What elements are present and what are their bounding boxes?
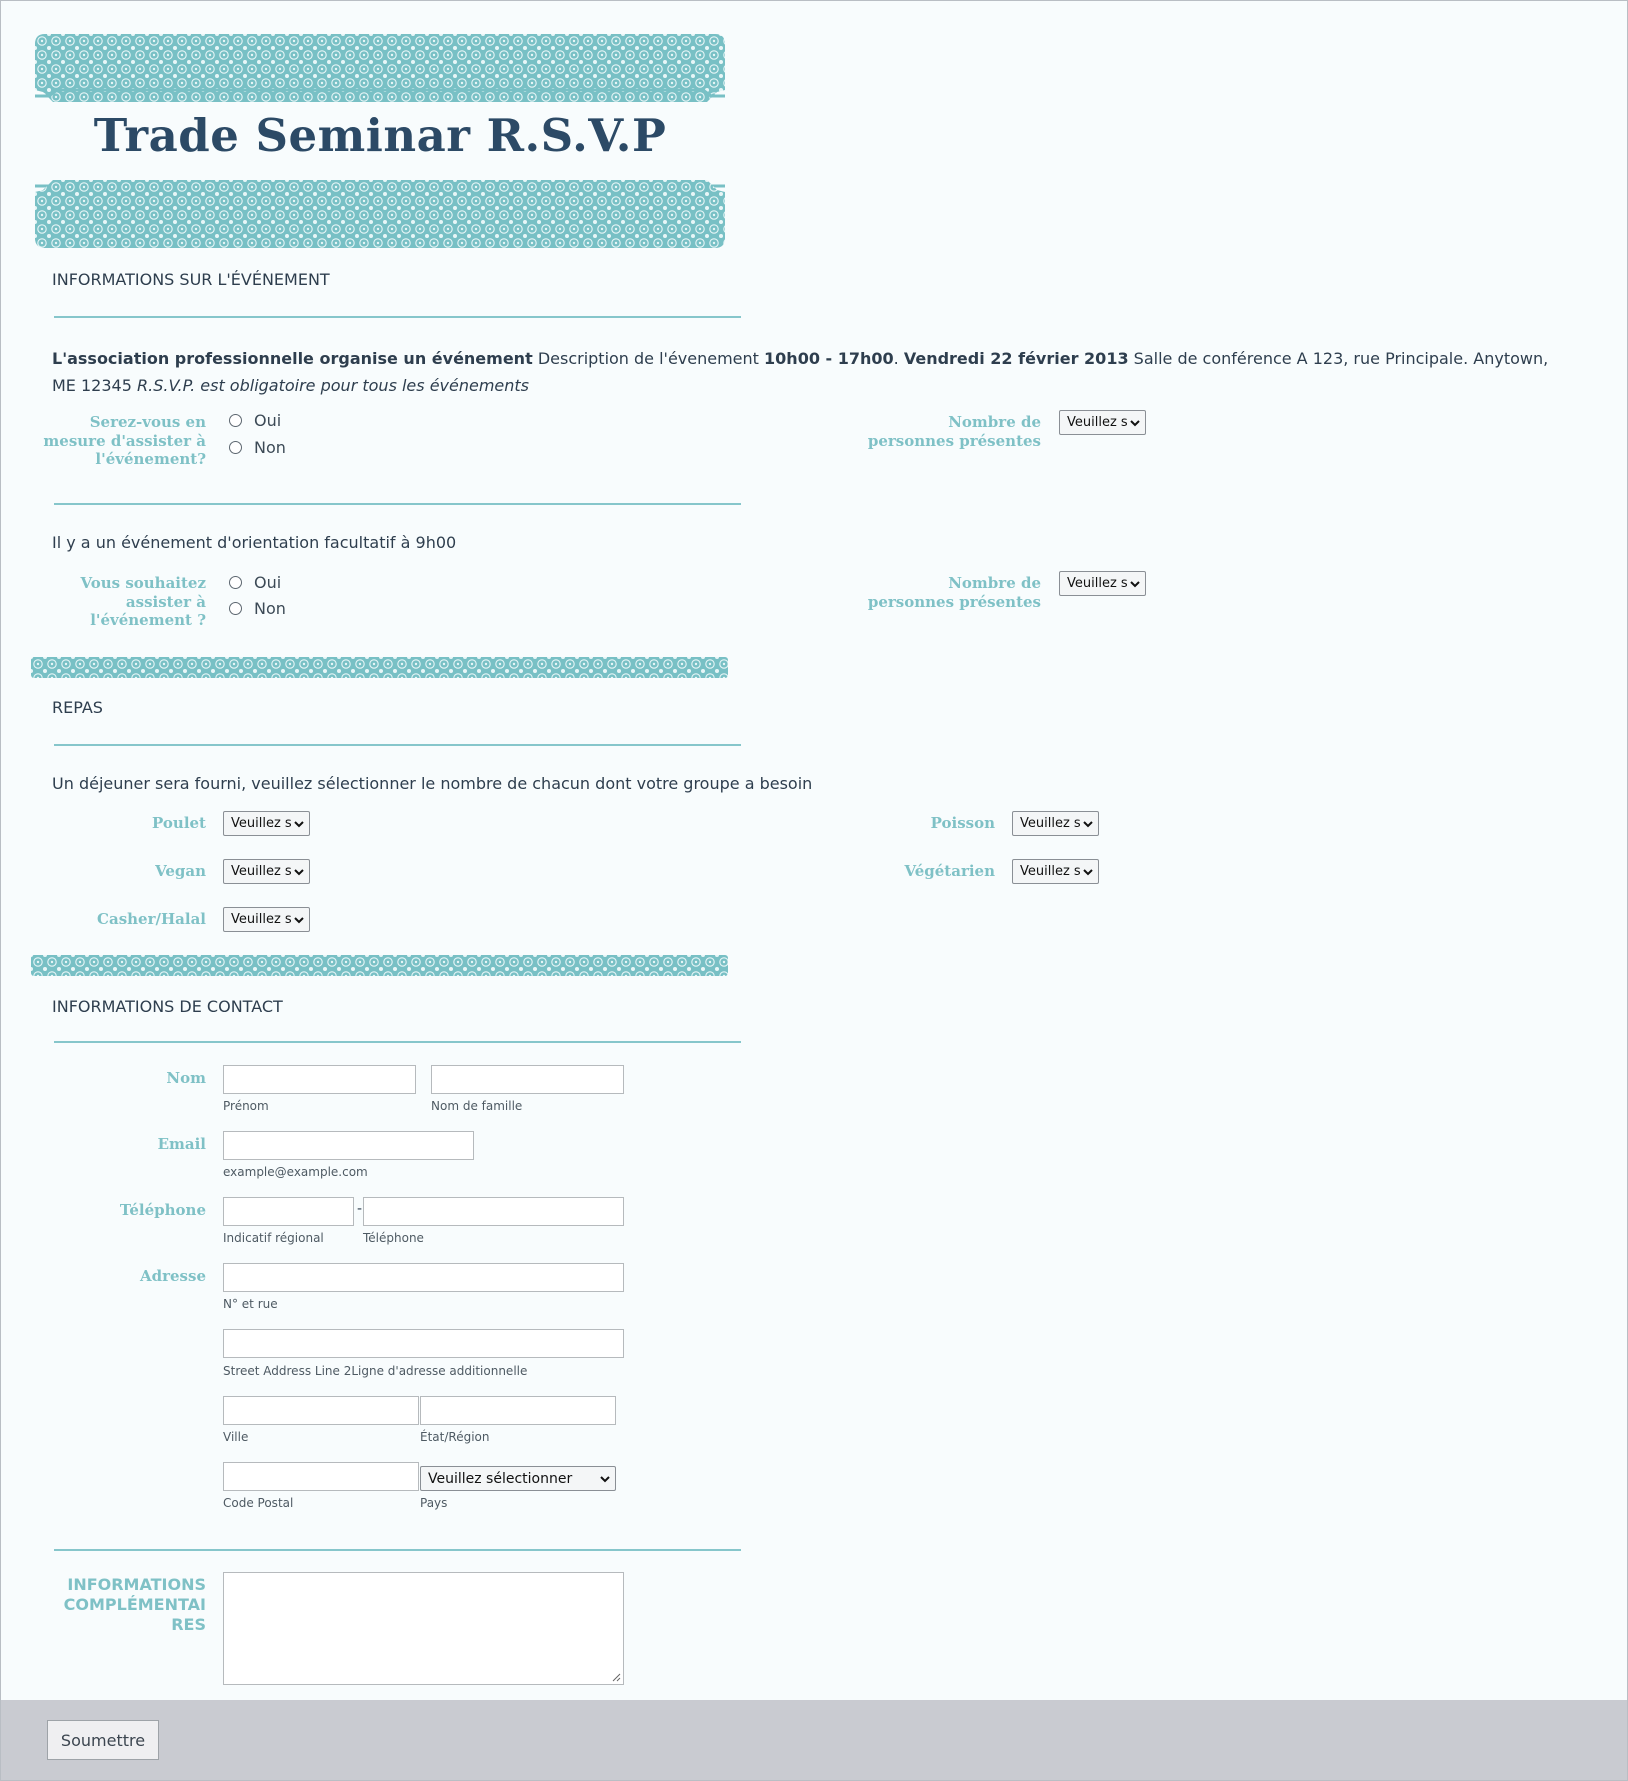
select-value: Veuillez s: [1067, 415, 1128, 430]
decorative-band: [31, 657, 728, 678]
orientation-label: Vous souhaitez assister à l'événement ?: [80, 574, 206, 629]
email-hint: example@example.com: [223, 1165, 368, 1179]
street2-hint: Street Address Line 2Ligne d'adresse additionnelle: [223, 1364, 528, 1378]
divider: [54, 503, 741, 505]
last-name-input[interactable]: [431, 1065, 624, 1094]
divider: [54, 1041, 741, 1043]
first-name-hint: Prénom: [223, 1099, 269, 1113]
resize-handle-icon: [611, 1672, 621, 1682]
orientation-text: Il y a un événement d'orientation facultatif à 9h00: [52, 533, 457, 552]
country-hint: Pays: [420, 1496, 448, 1510]
last-name-hint: Nom de famille: [431, 1099, 523, 1113]
chicken-select[interactable]: [223, 811, 310, 836]
select-value: Veuillez sélectionner: [428, 1470, 573, 1487]
event-org: L'association professionnelle organise un événement: [52, 349, 533, 368]
chevron-down-icon: [1128, 577, 1142, 591]
extra-info-label: INFORMATIONS COMPLÉMENTAIRES: [63, 1575, 206, 1634]
attend-no-radio[interactable]: [229, 438, 286, 457]
meals-section-title: REPAS: [52, 698, 103, 717]
chevron-down-icon: [1081, 865, 1095, 879]
orientation-yes-label: Oui: [254, 573, 282, 592]
chevron-down-icon: [292, 913, 306, 927]
phone-number-input[interactable]: [363, 1197, 624, 1226]
attendee-count-label: Nombre de personnes présentes: [867, 413, 1041, 450]
chevron-down-icon: [1128, 416, 1142, 430]
street-input[interactable]: [223, 1263, 624, 1292]
postal-code-input[interactable]: [223, 1462, 419, 1491]
divider: [54, 1549, 741, 1551]
form-footer: [1, 1700, 1627, 1780]
street2-input[interactable]: [223, 1329, 624, 1358]
event-rsvp-note: R.S.V.P. est obligatoire pour tous les événements: [137, 376, 530, 395]
email-input[interactable]: [223, 1131, 474, 1160]
fish-label: Poisson: [930, 814, 995, 832]
email-label: Email: [157, 1135, 206, 1153]
divider: [54, 744, 741, 746]
chevron-down-icon: [598, 1472, 612, 1486]
decorative-band: [31, 955, 728, 976]
event-place: Salle de conférence A 123, rue Principale. Anytown, ME 12345: [52, 349, 1549, 395]
city-hint: Ville: [223, 1430, 249, 1444]
vegetarian-select[interactable]: [1012, 859, 1099, 884]
event-desc-text: Description de l'évenement: [537, 349, 759, 368]
divider: [54, 316, 741, 318]
vegetarian-label: Végétarien: [904, 862, 995, 880]
orientation-count-select[interactable]: [1059, 571, 1146, 596]
select-value: Veuillez s: [1067, 576, 1128, 591]
chevron-down-icon: [292, 865, 306, 879]
kosher-label: Casher/Halal: [97, 910, 206, 928]
radio-circle: [229, 602, 242, 615]
orientation-no-label: Non: [254, 599, 286, 618]
fish-select[interactable]: [1012, 811, 1099, 836]
postal-code-hint: Code Postal: [223, 1496, 294, 1510]
radio-circle: [229, 441, 242, 454]
city-input[interactable]: [223, 1396, 419, 1425]
attend-yes-radio[interactable]: [229, 411, 281, 430]
vegan-select[interactable]: [223, 859, 310, 884]
select-value: Veuillez s: [231, 864, 292, 879]
address-label: Adresse: [139, 1267, 206, 1285]
area-code-input[interactable]: [223, 1197, 354, 1226]
submit-button[interactable]: Soumettre: [47, 1720, 159, 1760]
area-code-hint: Indicatif régional: [223, 1231, 324, 1245]
event-time: 10h00 - 17h00: [764, 349, 894, 368]
attend-label: Serez-vous en mesure d'assister à l'événement?: [43, 413, 206, 468]
select-value: Veuillez s: [231, 816, 292, 831]
page-title: Trade Seminar R.S.V.P: [93, 109, 667, 162]
radio-circle: [229, 414, 242, 427]
event-date: Vendredi 22 février 2013: [903, 349, 1129, 368]
name-label: Nom: [166, 1069, 206, 1087]
bottom-decorative-banner: [35, 180, 725, 248]
event-section-title: INFORMATIONS SUR L'ÉVÉNEMENT: [52, 270, 330, 289]
attend-yes-label: Oui: [254, 411, 282, 430]
attend-no-label: Non: [254, 438, 286, 457]
phone-number-hint: Téléphone: [363, 1231, 424, 1245]
top-decorative-banner: [35, 34, 725, 102]
select-value: Veuillez s: [1020, 864, 1081, 879]
first-name-input[interactable]: [223, 1065, 416, 1094]
meals-intro: Un déjeuner sera fourni, veuillez sélectionner le nombre de chacun dont votre groupe a besoin: [52, 774, 813, 793]
phone-separator: -: [357, 1201, 363, 1217]
street-hint: N° et rue: [223, 1297, 278, 1311]
chevron-down-icon: [292, 817, 306, 831]
radio-circle: [229, 576, 242, 589]
orientation-yes-radio[interactable]: [229, 573, 281, 592]
orientation-count-label: Nombre de personnes présentes: [867, 574, 1041, 611]
contact-section-title: INFORMATIONS DE CONTACT: [52, 997, 283, 1016]
phone-label: Téléphone: [119, 1201, 206, 1219]
orientation-no-radio[interactable]: [229, 599, 286, 618]
chevron-down-icon: [1081, 817, 1095, 831]
state-input[interactable]: [420, 1396, 616, 1425]
attendee-count-select[interactable]: [1059, 410, 1146, 435]
event-description: L'association professionnelle organise un événement Description de l'évenement 10h00 - 17h00. Vendredi 22 février 2013 Salle de conférence A 123, rue Principale. Anytown, ME 12345 R.S.V.P. est obligatoire pour tous les événements: [52, 349, 1549, 395]
country-select[interactable]: [420, 1466, 616, 1491]
kosher-select[interactable]: [223, 907, 310, 932]
extra-info-textarea[interactable]: [223, 1572, 624, 1685]
state-hint: État/Région: [420, 1430, 490, 1444]
select-value: Veuillez s: [231, 912, 292, 927]
select-value: Veuillez s: [1020, 816, 1081, 831]
vegan-label: Vegan: [155, 862, 206, 880]
chicken-label: Poulet: [152, 814, 206, 832]
